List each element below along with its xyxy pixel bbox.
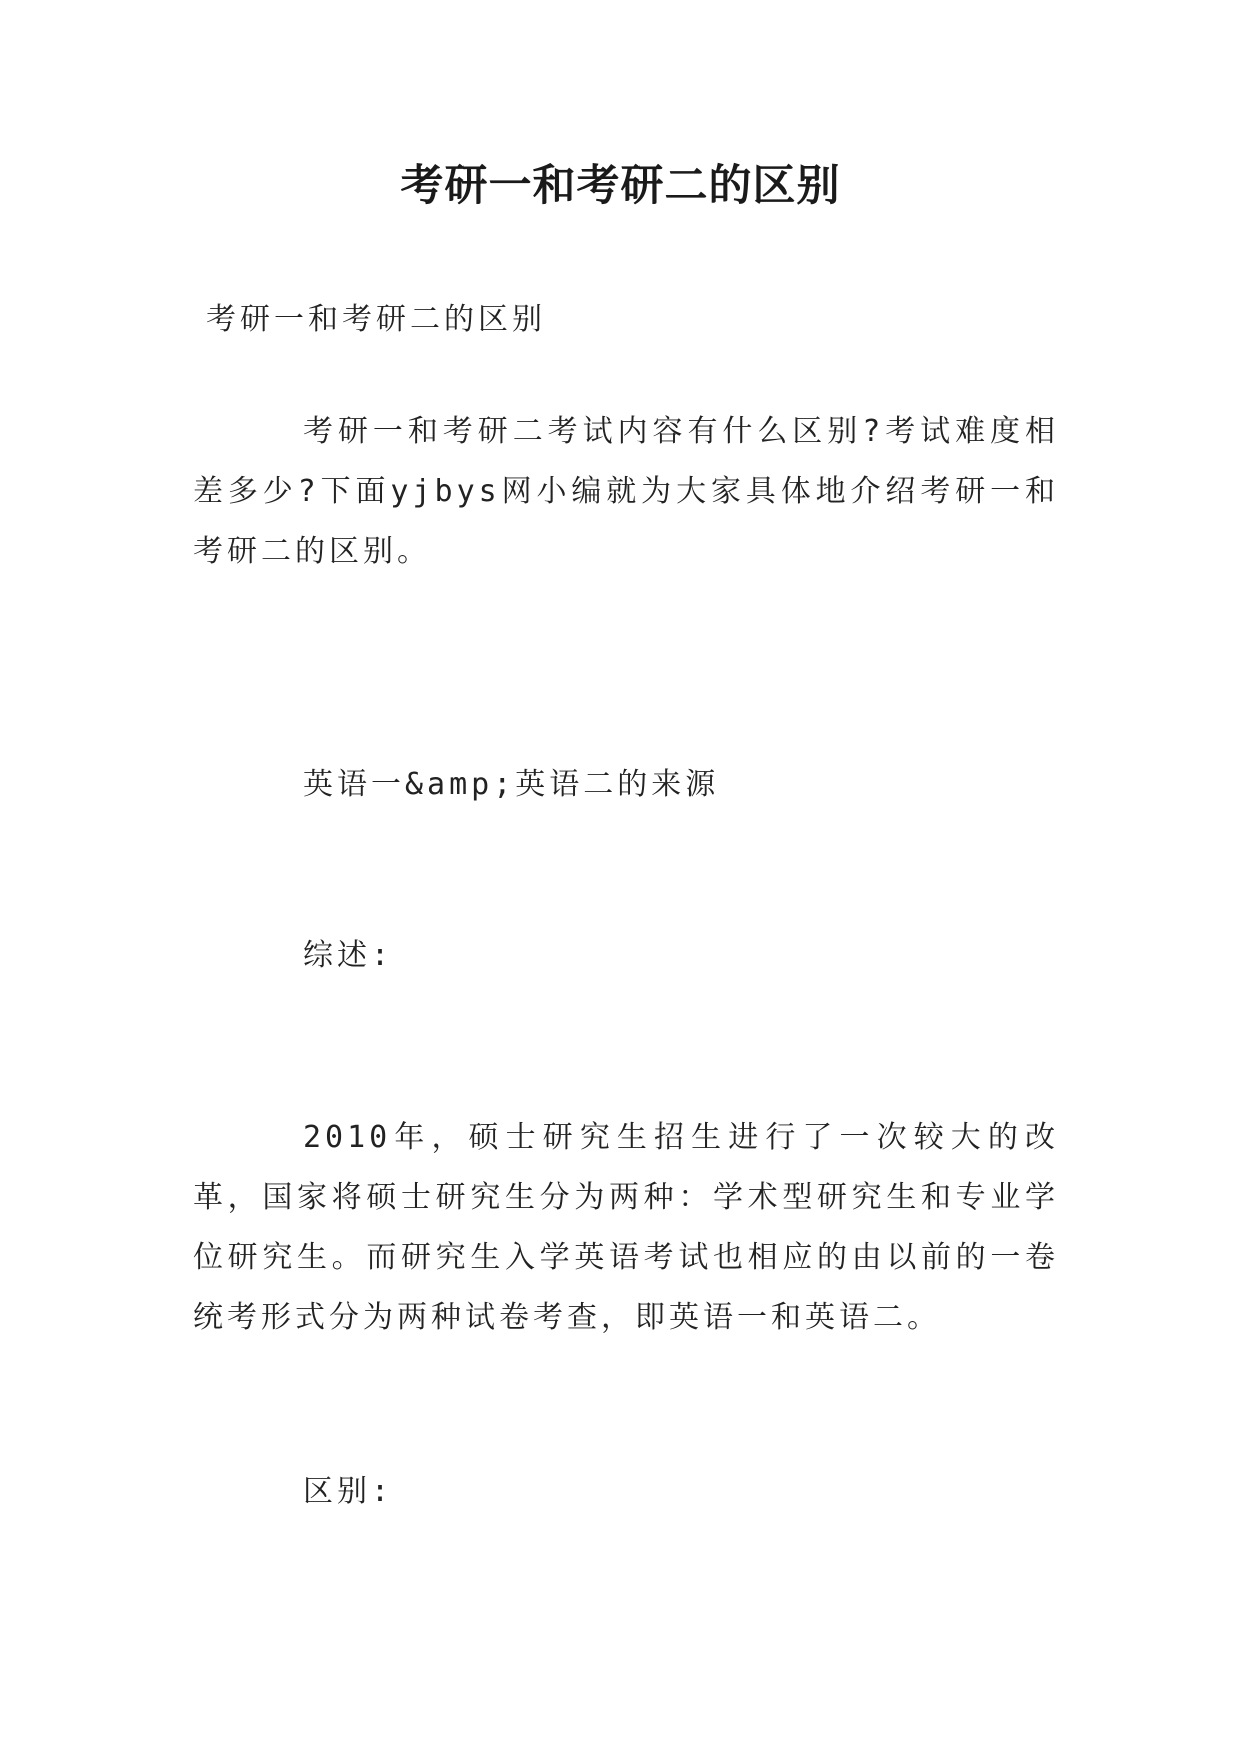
- document-subtitle: 考研一和考研二的区别: [206, 302, 546, 337]
- section-heading-difference: 区别:: [303, 1474, 394, 1509]
- document-title: 考研一和考研二的区别: [400, 161, 841, 211]
- section-heading-summary: 综述:: [303, 938, 394, 973]
- section-heading-origin: 英语一&amp;英语二的来源: [303, 767, 720, 802]
- summary-paragraph: 2010年，硕士研究生招生进行了一次较大的改革，国家将硕士研究生分为两种：学术型研究生和专业学位研究生。而研究生入学英语考试也相应的由以前的一卷统考形式分为两种试卷考查，即英语一和英语二。: [193, 1120, 1059, 1335]
- intro-paragraph: 考研一和考研二考试内容有什么区别?考试难度相差多少?下面yjbys网小编就为大家具体地介绍考研一和考研二的区别。: [193, 414, 1059, 569]
